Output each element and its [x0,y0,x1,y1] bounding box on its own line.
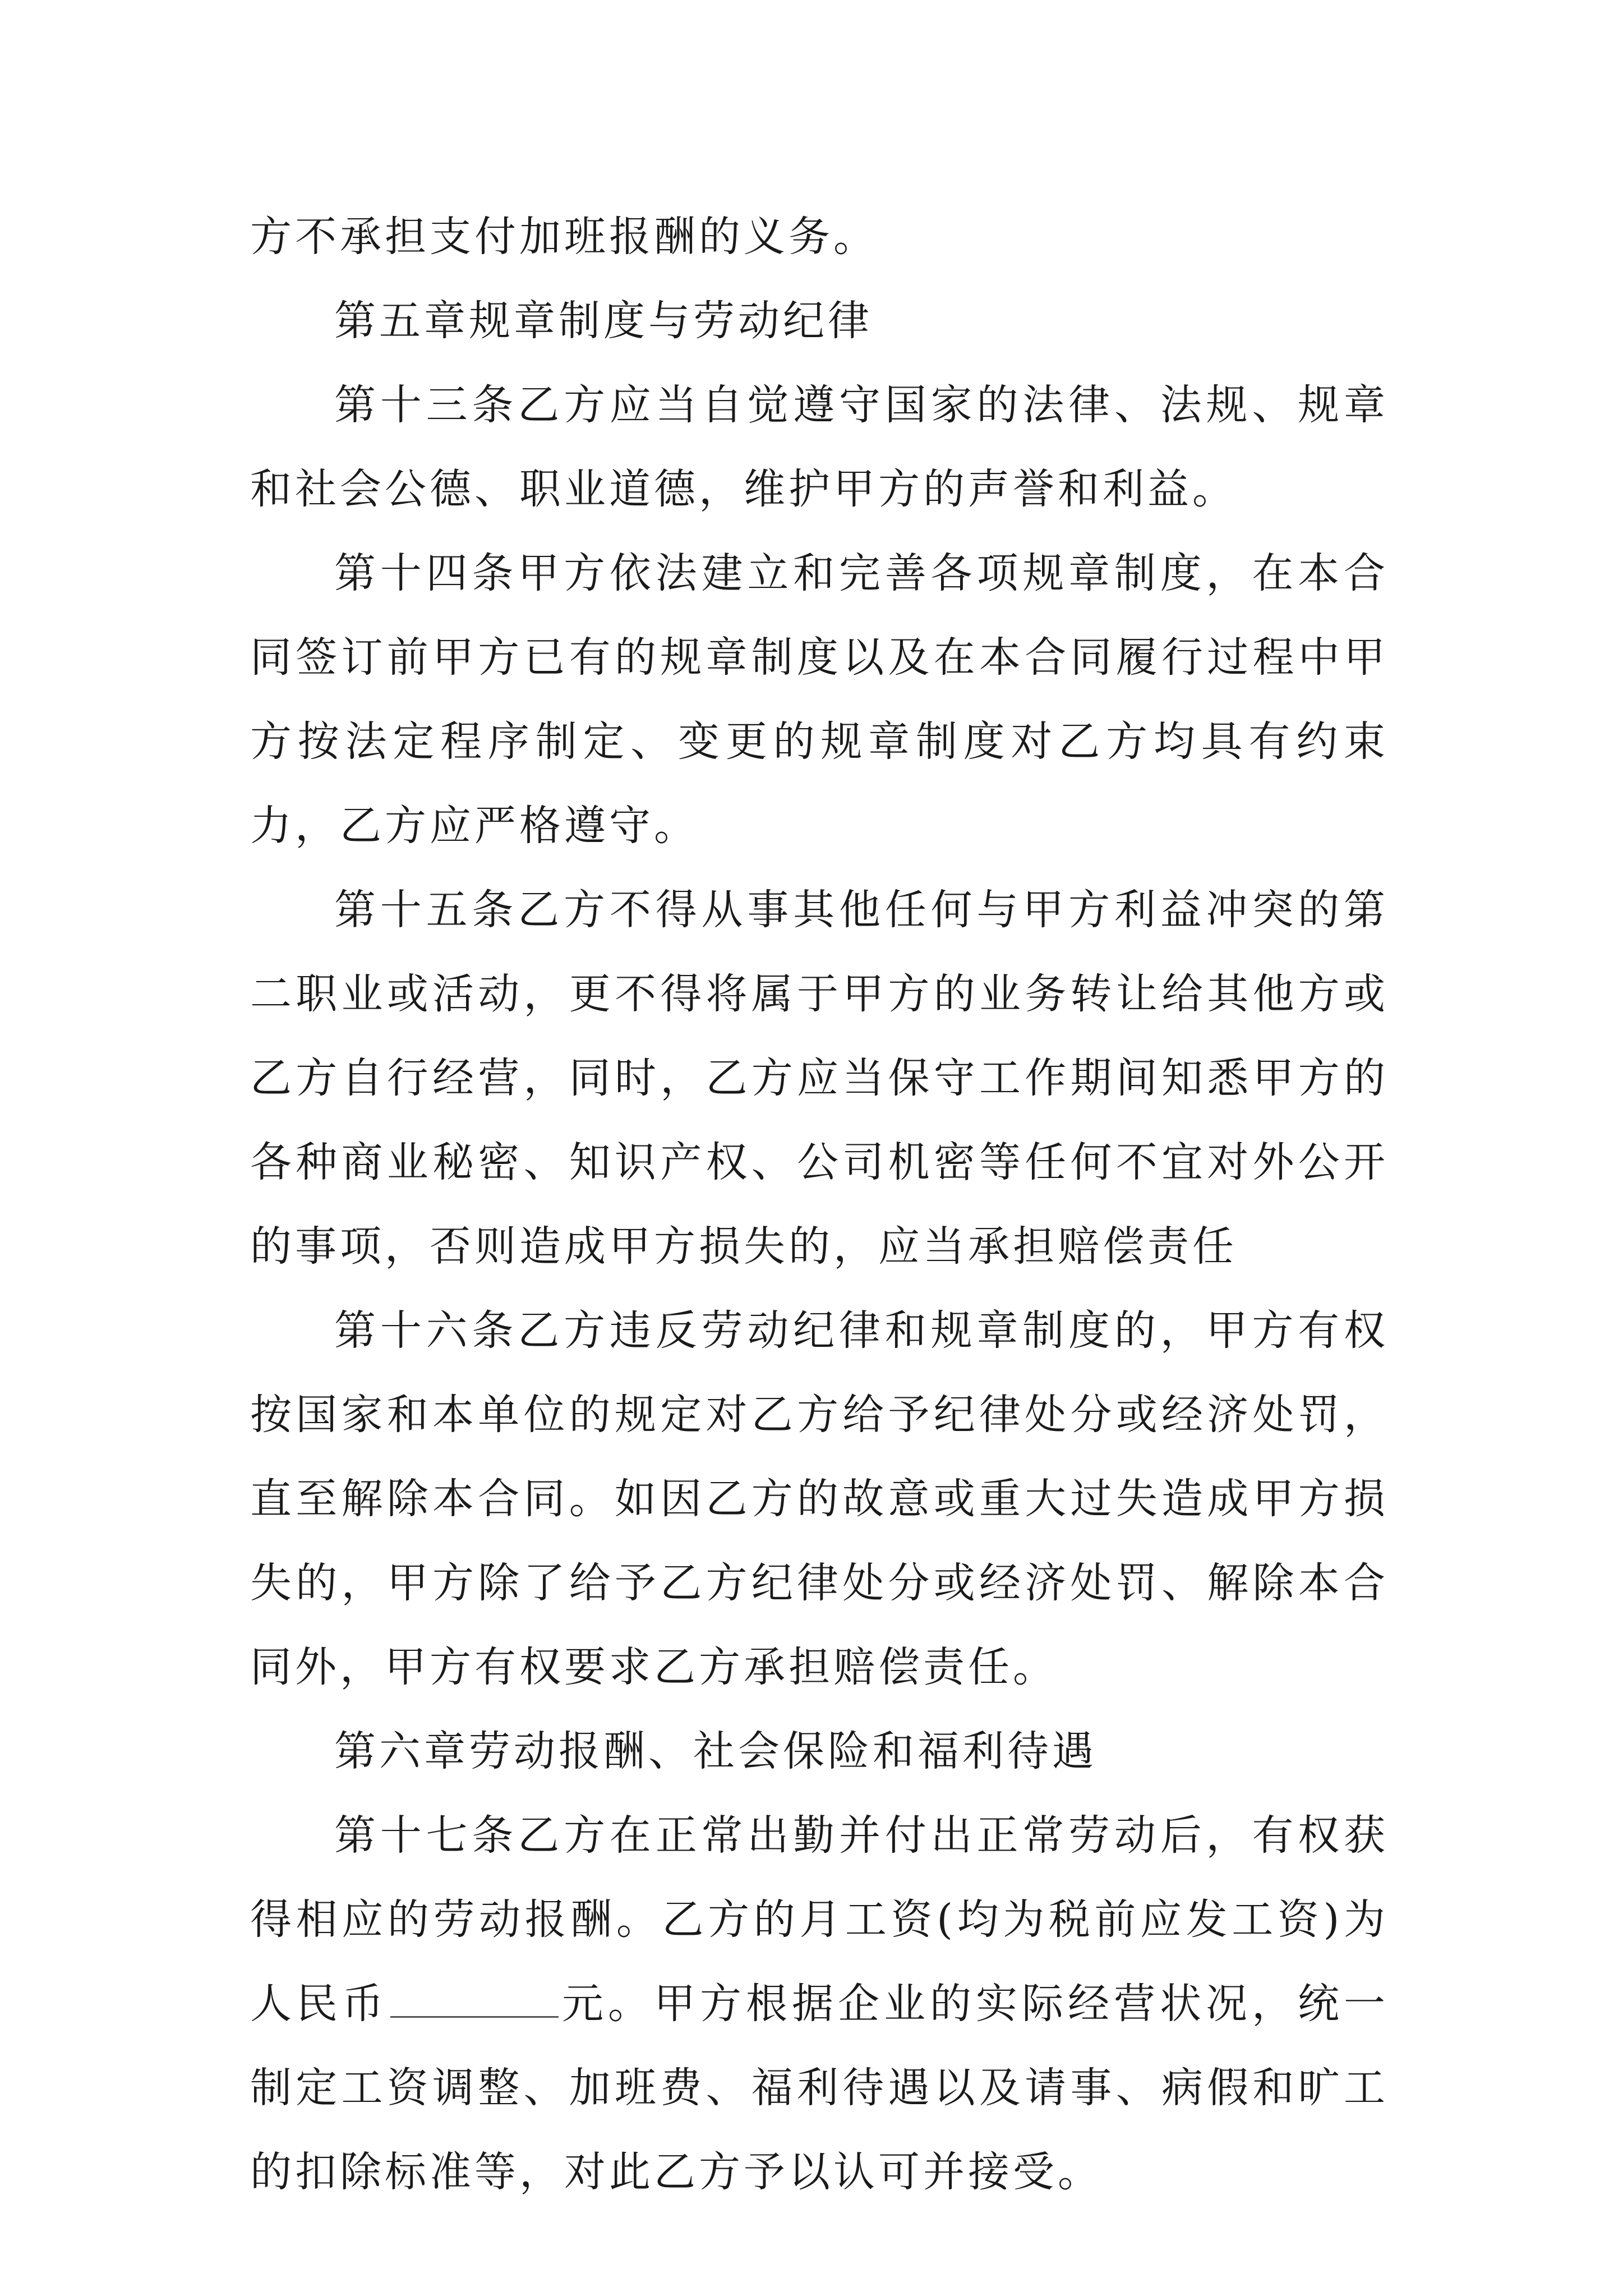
article-17 [250,1793,1389,2214]
article-17-text-before: 第十七条乙方在正常出勤并付出正常劳动后，有权获得相应的劳动报酬。乙方的月工资(均为税前应发工资)为人民币 [250,1811,1389,2028]
article-16: 第十六条乙方违反劳动纪律和规章制度的，甲方有权按国家和本单位的规定对乙方给予纪律处分或经济处罚，直至解除本合同。如因乙方的故意或重大过失造成甲方损失的，甲方除了给予乙方纪律处分或经济处罚、解除本合同外，甲方有权要求乙方承担赔偿责任。 [250,1306,1389,1691]
article-14: 第十四条甲方依法建立和完善各项规章制度，在本合同签订前甲方已有的规章制度以及在本合同履行过程中甲方按法定程序制定、变更的规章制度对乙方均具有约束力，乙方应严格遵守。 [250,549,1389,850]
document-body [250,195,1389,2214]
salary-blank-line [390,1978,559,2018]
paragraph-continuation: 方不承担支付加班报酬的义务。 [250,213,878,261]
article-13: 第十三条乙方应当自觉遵守国家的法律、法规、规章和社会公德、职业道德，维护甲方的声誉和利益。 [250,381,1389,513]
article-15: 第十五条乙方不得从事其他任何与甲方利益冲突的第二职业或活动，更不得将属于甲方的业务转让给其他方或乙方自行经营，同时，乙方应当保守工作期间知悉甲方的各种商业秘密、知识产权、公司机密等任何不宜对外公开的事项，否则造成甲方损失的，应当承担赔偿责任 [250,886,1389,1271]
chapter-heading-5: 第五章规章制度与劳动纪律 [334,297,873,345]
chapter-heading-6: 第六章劳动报酬、社会保险和福利待遇 [334,1727,1097,1775]
article-17-text-after: 元。甲方根据企业的实际经营状况，统一制定工资调整、加班费、福利待遇以及请事、病假和旷工的扣除标准等，对此乙方予以认可并接受。 [250,1980,1389,2196]
